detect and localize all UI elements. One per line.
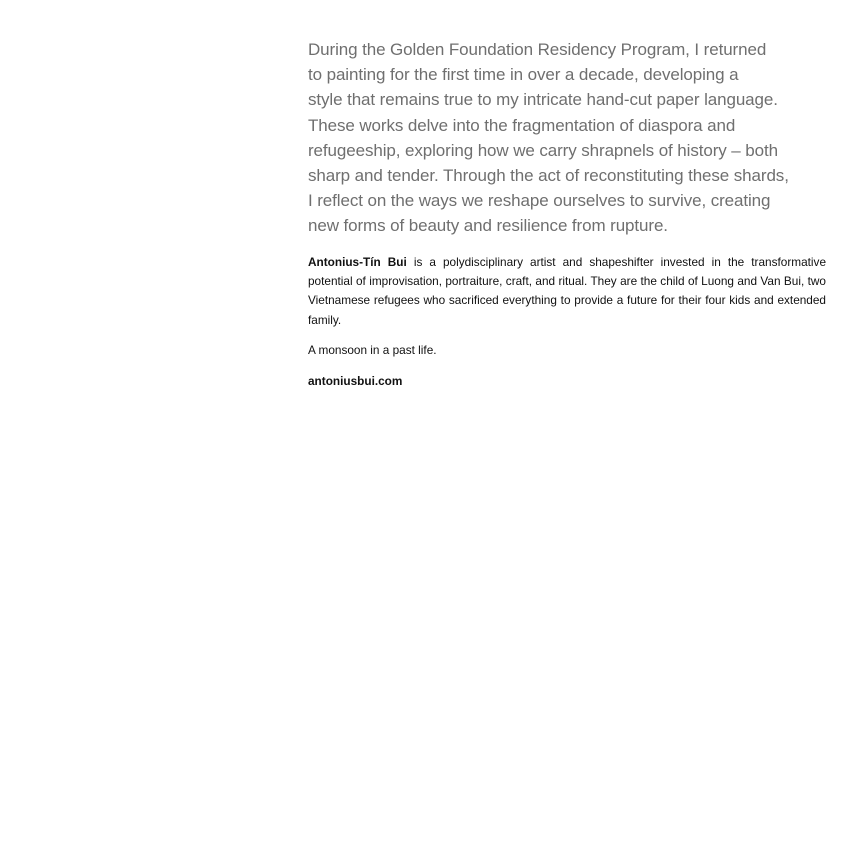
artist-statement-section: [308, 37, 826, 391]
statement-line: During the Golden Foundation Residency Program, I returned: [308, 40, 767, 59]
statement-line: to painting for the first time in over a decade, developing a: [308, 65, 739, 85]
statement-line: I reflect on the ways we reshape ourselves to survive, creating: [308, 191, 771, 211]
artist-bio: [308, 253, 826, 331]
statement-line: new forms of beauty and resilience from rupture.: [308, 216, 668, 236]
statement-line: These works delve into the fragmentation of diaspora and: [308, 115, 736, 135]
statement-line: sharp and tender. Through the act of reconstituting these shards,: [308, 166, 789, 186]
statement-line: refugeeship, exploring how we carry shrapnels of history – both: [308, 140, 778, 160]
artist-bio-text: is a polydisciplinary artist and shapeshifter invested in the transformative potential of improvisation, portraiture, craft, and ritual. They are the child of Luong and Van Bui, two Vietnamese refugees who sacrificed everything to provide a future for their four kids and extended family.: [308, 254, 826, 327]
website-link[interactable]: antoniusbui.com: [308, 373, 403, 388]
artwork-caption: A monsoon in a past life.: [308, 343, 437, 358]
artist-statement-text: [308, 37, 826, 239]
artist-name: Antonius-Tín Bui: [308, 254, 407, 269]
statement-line: style that remains true to my intricate hand-cut paper language.: [308, 90, 778, 110]
